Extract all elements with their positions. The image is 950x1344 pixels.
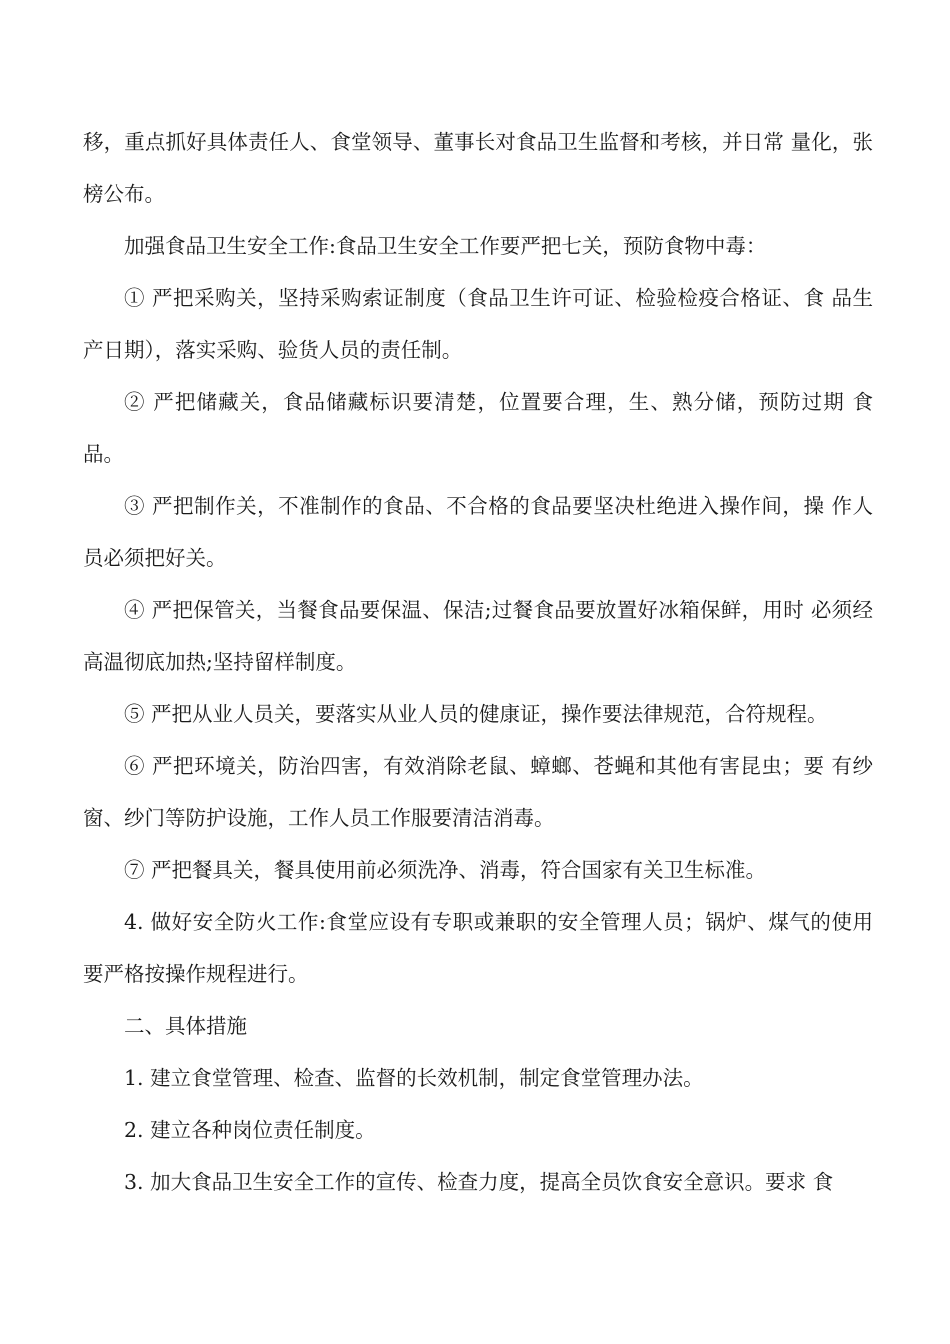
list-item-staff: ⑤ 严把从业人员关，要落实从业人员的健康证，操作要法律规范，合符规程。	[124, 702, 828, 726]
document-body	[83, 116, 873, 1208]
measure-item-3: 3. 加大食品卫生安全工作的宣传、检查力度，提高全员饮食安全意识。要求 食	[124, 1170, 834, 1194]
section-heading-measures: 二、具体措施	[124, 1014, 247, 1038]
list-item-environment: ⑥ 严把环境关，防治四害，有效消除老鼠、蟑螂、苍蝇和其他有害昆虫；要 有纱窗、纱门等防护设施，工作人员工作服要清洁消毒。	[83, 754, 873, 830]
list-item-storage: ② 严把储藏关，食品储藏标识要清楚，位置要合理，生、熟分储，预防过期 食品。	[83, 390, 873, 466]
list-item-tableware: ⑦ 严把餐具关，餐具使用前必须洗净、消毒，符合国家有关卫生标准。	[124, 858, 767, 882]
list-item-procurement: ① 严把采购关，坚持采购索证制度（食品卫生许可证、检验检疫合格证、食 品生产日期），落实采购、验货人员的责任制。	[83, 286, 873, 362]
paragraph-food-safety-seven-checks: 加强食品卫生安全工作:食品卫生安全工作要严把七关，预防食物中毒：	[124, 234, 767, 258]
measure-item-1: 1. 建立食堂管理、检查、监督的长效机制，制定食堂管理办法。	[124, 1066, 704, 1090]
measure-item-2: 2. 建立各种岗位责任制度。	[124, 1118, 376, 1142]
list-item-preparation: ③ 严把制作关，不准制作的食品、不合格的食品要坚决杜绝进入操作间，操 作人员必须把好关。	[83, 494, 873, 570]
paragraph-fire-safety: 4. 做好安全防火工作:食堂应设有专职或兼职的安全管理人员；锅炉、煤气的使用要严格按操作规程进行。	[83, 910, 873, 986]
paragraph-supervision: 移，重点抓好具体责任人、食堂领导、董事长对食品卫生监督和考核，并日常 量化，张榜公布。	[83, 130, 873, 206]
list-item-custody: ④ 严把保管关，当餐食品要保温、保洁;过餐食品要放置好冰箱保鲜，用时 必须经高温彻底加热;坚持留样制度。	[83, 598, 873, 674]
